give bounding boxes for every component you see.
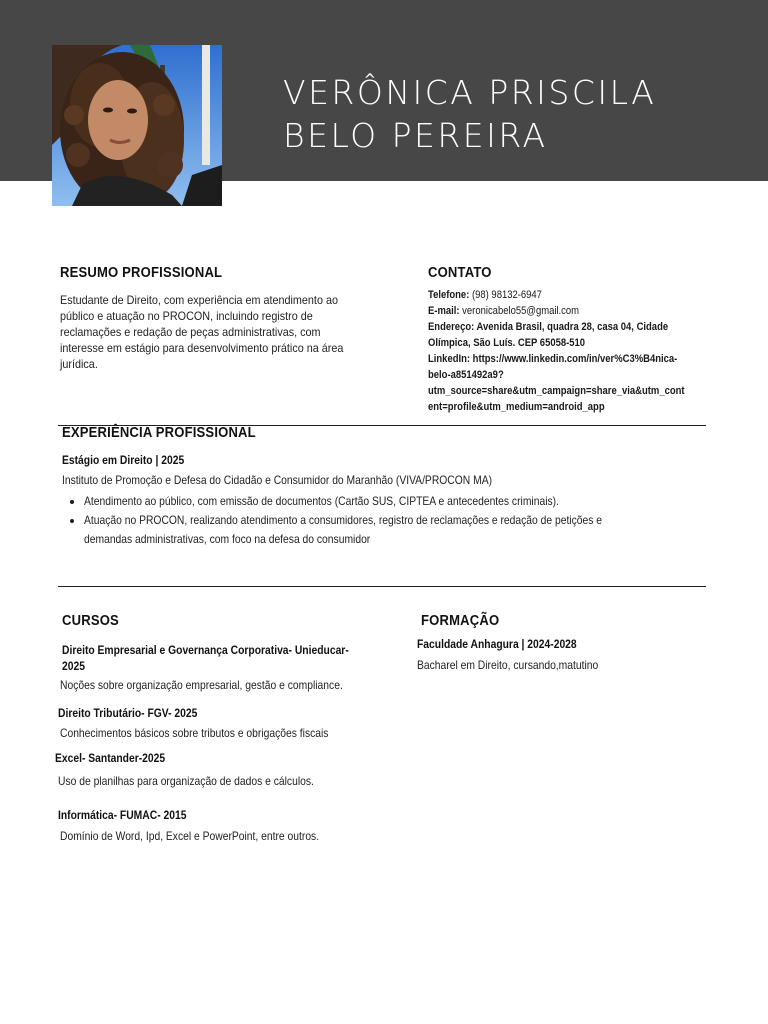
- list-item: • Atuação no PROCON, realizando atendimento a consumidores, registro de reclamações e redação de petições e demandas administrativas, com foco na defesa do consumidor: [84, 511, 724, 549]
- experiencia-org: Instituto de Promoção e Defesa do Cidadão e Consumidor do Maranhão (VIVA/PROCON MA): [62, 473, 493, 487]
- email-value: veronicabelo55@gmail.com: [462, 305, 580, 317]
- endereco-line-2: Olímpica, São Luís. CEP 65058-510: [428, 337, 586, 349]
- curso-3-desc: Uso de planilhas para organização de dados e cálculos.: [58, 774, 314, 788]
- linkedin-line-4: ent=profile&utm_medium=android_app: [428, 401, 605, 413]
- name-line-2: BELO PEREIRA: [283, 115, 548, 155]
- curso-3-title: Excel- Santander-2025: [55, 751, 166, 765]
- formacao-title: FORMAÇÃO: [421, 613, 500, 629]
- telefone-value: (98) 98132-6947: [471, 289, 542, 301]
- candidate-name: [283, 72, 753, 158]
- email-label: E-mail:: [428, 305, 460, 317]
- cursos-title: CURSOS: [62, 613, 119, 629]
- curso-1-desc: Noções sobre organização empresarial, gestão e compliance.: [60, 678, 343, 692]
- experiencia-title: EXPERIÊNCIA PROFISSIONAL: [62, 425, 256, 441]
- curso-4-desc: Domínio de Word, Ipd, Excel e PowerPoint, entre outros.: [60, 829, 320, 843]
- telefone-label: Telefone:: [428, 289, 470, 301]
- curso-1-title: Direito Empresarial e Governança Corporativa- Unieducar- 2025: [62, 643, 349, 673]
- experiencia-role: Estágio em Direito | 2025: [62, 453, 185, 467]
- experiencia-bullets: [62, 492, 724, 549]
- list-item: • Atendimento ao público, com emissão de documentos (Cartão SUS, CIPTEA e antecedentes criminais).: [84, 492, 724, 511]
- linkedin-line-3: utm_source=share&utm_campaign=share_via&utm_cont: [428, 385, 685, 397]
- curso-2-title: Direito Tributário- FGV- 2025: [58, 706, 198, 720]
- linkedin-line-2: belo-a851492a9?: [428, 369, 504, 381]
- formacao-institution: Faculdade Anhagura | 2024-2028: [417, 637, 577, 651]
- linkedin-line-1: LinkedIn: https://www.linkedin.com/in/ver%C3%B4nica-: [428, 353, 678, 365]
- profile-photo: [52, 45, 222, 206]
- divider-2: [58, 586, 706, 587]
- curso-2-desc: Conhecimentos básicos sobre tributos e obrigações fiscais: [60, 726, 329, 740]
- resumo-title: RESUMO PROFISSIONAL: [60, 265, 223, 281]
- curso-4-title: Informática- FUMAC- 2015: [58, 808, 187, 822]
- contact-block: [428, 287, 728, 415]
- contato-title: CONTATO: [428, 265, 492, 281]
- formacao-course: Bacharel em Direito, cursando,matutino: [417, 658, 599, 672]
- endereco-line-1: Endereço: Avenida Brasil, quadra 28, casa 04, Cidade: [428, 321, 669, 333]
- resumo-text: Estudante de Direito, com experiência em atendimento ao público e atuação no PROCON, incluindo registro de reclamações e redação de peças administrativas, com interesse em estágio para desenvolvimento prático na área jurídica.: [60, 293, 344, 371]
- name-line-1: VERÔNICA PRISCILA: [283, 73, 657, 112]
